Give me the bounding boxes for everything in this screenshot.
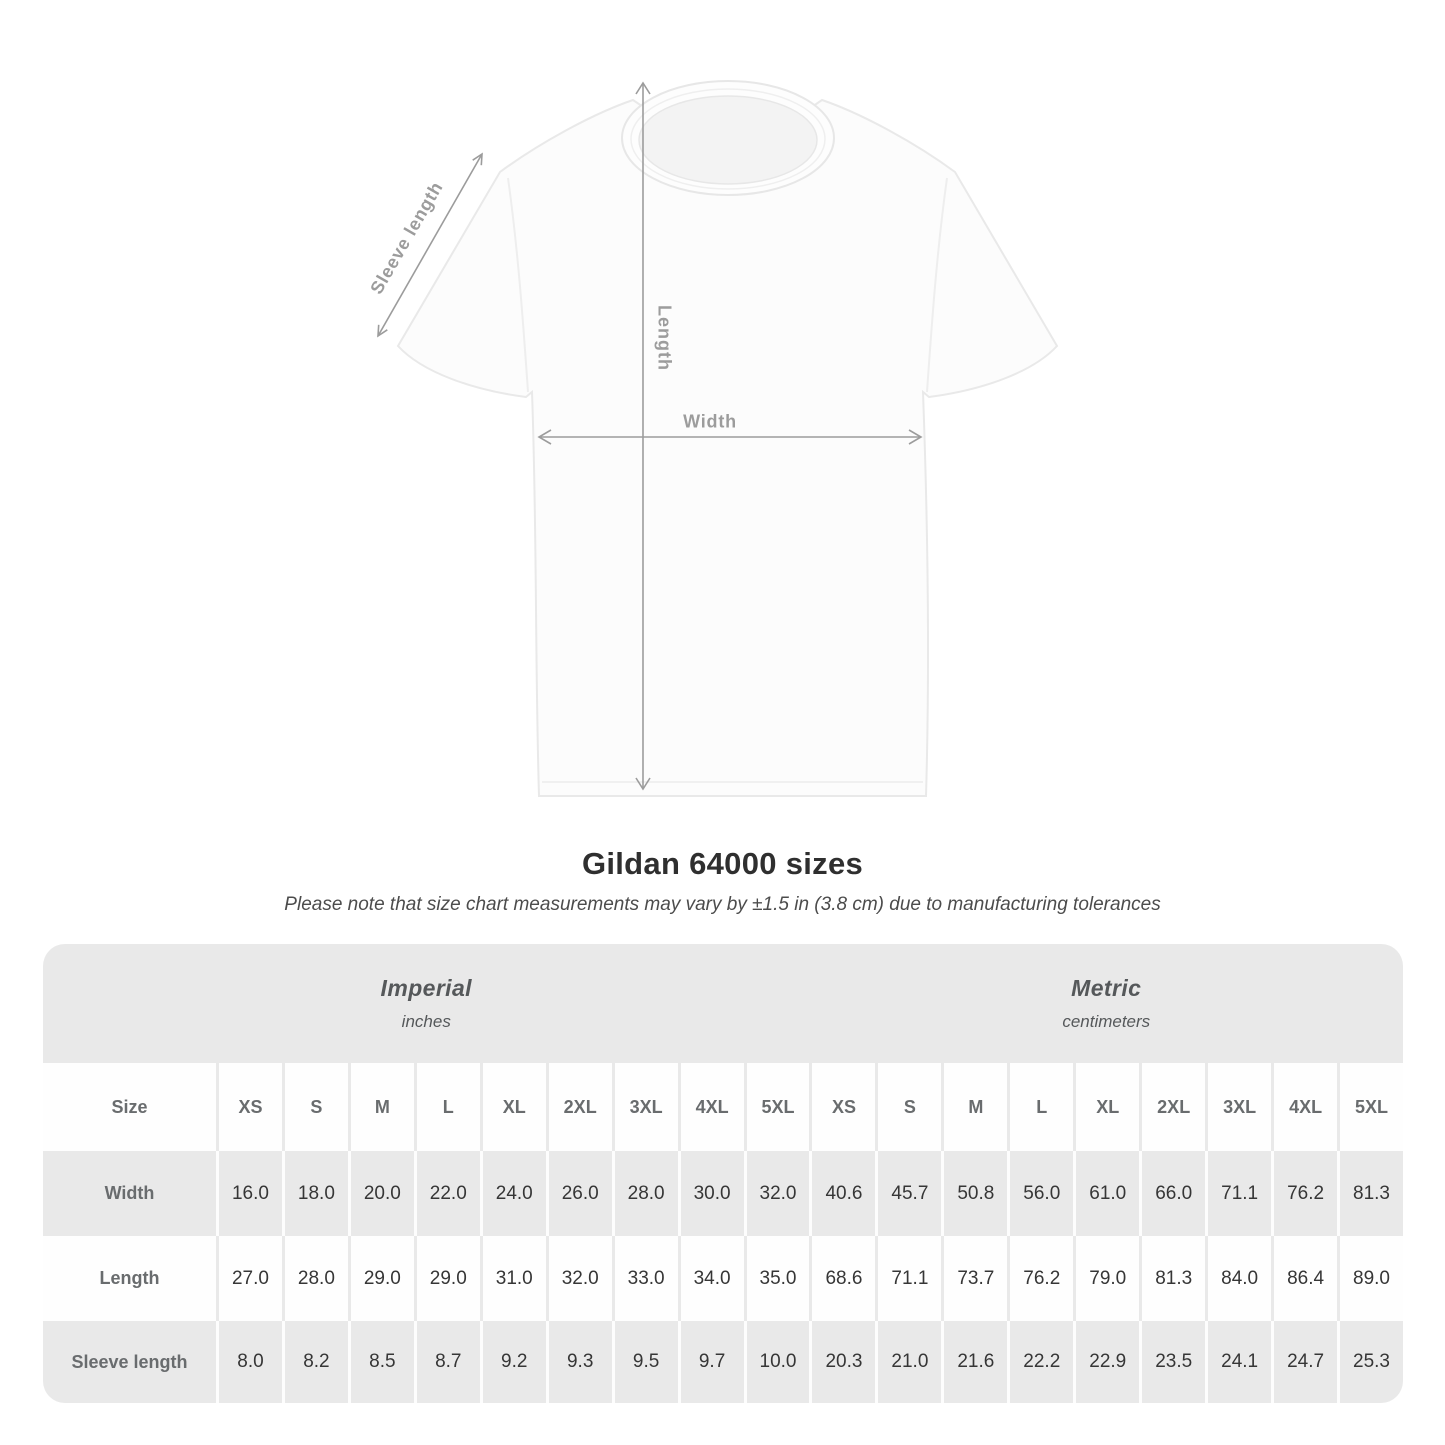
value-cell: 25.3 — [1337, 1321, 1403, 1403]
table-row-length — [43, 1236, 1403, 1321]
size-header-cell: S — [875, 1063, 941, 1151]
value-cell: 29.0 — [414, 1236, 480, 1321]
tshirt-collar-inner — [639, 96, 817, 184]
size-column-header: Size — [43, 1063, 216, 1151]
size-header-cell: 5XL — [744, 1063, 810, 1151]
value-cell: 66.0 — [1139, 1151, 1205, 1236]
value-cell: 23.5 — [1139, 1321, 1205, 1403]
value-cell: 81.3 — [1337, 1151, 1403, 1236]
value-cell: 84.0 — [1205, 1236, 1271, 1321]
size-header-cell: 4XL — [1271, 1063, 1337, 1151]
value-cell: 26.0 — [546, 1151, 612, 1236]
metric-group-unit: centimeters — [1062, 1012, 1151, 1031]
page-title: Gildan 64000 sizes — [581, 846, 864, 881]
row-label-cell: Length — [43, 1236, 216, 1321]
value-cell: 28.0 — [612, 1151, 678, 1236]
size-header-cell: S — [282, 1063, 348, 1151]
value-cell: 21.0 — [875, 1321, 941, 1403]
value-cell: 76.2 — [1007, 1236, 1073, 1321]
value-cell: 71.1 — [875, 1236, 941, 1321]
value-cell: 10.0 — [744, 1321, 810, 1403]
table-row-sleeve-length — [43, 1321, 1403, 1403]
value-cell: 32.0 — [546, 1236, 612, 1321]
value-cell: 8.7 — [414, 1321, 480, 1403]
size-header-cell: M — [941, 1063, 1007, 1151]
sleeve-length-label: Sleeve length — [366, 177, 447, 298]
value-cell: 29.0 — [348, 1236, 414, 1321]
value-cell: 31.0 — [480, 1236, 546, 1321]
value-cell: 79.0 — [1073, 1236, 1139, 1321]
value-cell: 24.7 — [1271, 1321, 1337, 1403]
size-header-cell: XS — [809, 1063, 875, 1151]
value-cell: 22.9 — [1073, 1321, 1139, 1403]
value-cell: 9.5 — [612, 1321, 678, 1403]
size-header-cell: XL — [480, 1063, 546, 1151]
value-cell: 86.4 — [1271, 1236, 1337, 1321]
value-cell: 16.0 — [216, 1151, 282, 1236]
size-header-cell: M — [348, 1063, 414, 1151]
size-header-cell: 2XL — [546, 1063, 612, 1151]
value-cell: 33.0 — [612, 1236, 678, 1321]
size-header-cell: 2XL — [1139, 1063, 1205, 1151]
value-cell: 50.8 — [941, 1151, 1007, 1236]
value-cell: 8.2 — [282, 1321, 348, 1403]
imperial-group-unit: inches — [401, 1012, 451, 1031]
value-cell: 21.6 — [941, 1321, 1007, 1403]
row-label-cell: Width — [43, 1151, 216, 1236]
size-header-cell: 5XL — [1337, 1063, 1403, 1151]
size-header-cell: XS — [216, 1063, 282, 1151]
value-cell: 30.0 — [678, 1151, 744, 1236]
value-cell: 20.0 — [348, 1151, 414, 1236]
value-cell: 45.7 — [875, 1151, 941, 1236]
value-cell: 32.0 — [744, 1151, 810, 1236]
value-cell: 40.6 — [809, 1151, 875, 1236]
size-header-cell: 4XL — [678, 1063, 744, 1151]
row-label-cell: Sleeve length — [43, 1321, 216, 1403]
tolerance-note: Please note that size chart measurements may vary by ±1.5 in (3.8 cm) due to manufacturing tolerances — [284, 894, 1161, 915]
value-cell: 68.6 — [809, 1236, 875, 1321]
size-header-cell: L — [1007, 1063, 1073, 1151]
table-row-width — [43, 1151, 1403, 1236]
size-header-cell: 3XL — [612, 1063, 678, 1151]
value-cell: 8.5 — [348, 1321, 414, 1403]
metric-group-title: Metric — [1071, 975, 1142, 1001]
value-cell: 8.0 — [216, 1321, 282, 1403]
value-cell: 28.0 — [282, 1236, 348, 1321]
value-cell: 24.0 — [480, 1151, 546, 1236]
imperial-group-title: Imperial — [380, 975, 472, 1001]
value-cell: 18.0 — [282, 1151, 348, 1236]
value-cell: 27.0 — [216, 1236, 282, 1321]
tshirt-body — [398, 100, 1057, 796]
value-cell: 9.2 — [480, 1321, 546, 1403]
length-label: Length — [654, 305, 675, 371]
size-header-cell: L — [414, 1063, 480, 1151]
value-cell: 9.7 — [678, 1321, 744, 1403]
size-chart-table — [43, 944, 1403, 1403]
size-header-row — [43, 1063, 1403, 1151]
value-cell: 89.0 — [1337, 1236, 1403, 1321]
metric-group-header — [810, 944, 1404, 1063]
unit-band — [43, 944, 1403, 1063]
imperial-group-header — [43, 944, 810, 1063]
value-cell: 61.0 — [1073, 1151, 1139, 1236]
value-cell: 22.2 — [1007, 1321, 1073, 1403]
tshirt-image — [340, 60, 1080, 820]
size-header-cell: XL — [1073, 1063, 1139, 1151]
width-label: Width — [683, 411, 737, 432]
size-header-cell: 3XL — [1205, 1063, 1271, 1151]
value-cell: 76.2 — [1271, 1151, 1337, 1236]
value-cell: 35.0 — [744, 1236, 810, 1321]
value-cell: 20.3 — [809, 1321, 875, 1403]
value-cell: 71.1 — [1205, 1151, 1271, 1236]
value-cell: 56.0 — [1007, 1151, 1073, 1236]
value-cell: 73.7 — [941, 1236, 1007, 1321]
value-cell: 24.1 — [1205, 1321, 1271, 1403]
value-cell: 81.3 — [1139, 1236, 1205, 1321]
value-cell: 22.0 — [414, 1151, 480, 1236]
value-cell: 34.0 — [678, 1236, 744, 1321]
value-cell: 9.3 — [546, 1321, 612, 1403]
